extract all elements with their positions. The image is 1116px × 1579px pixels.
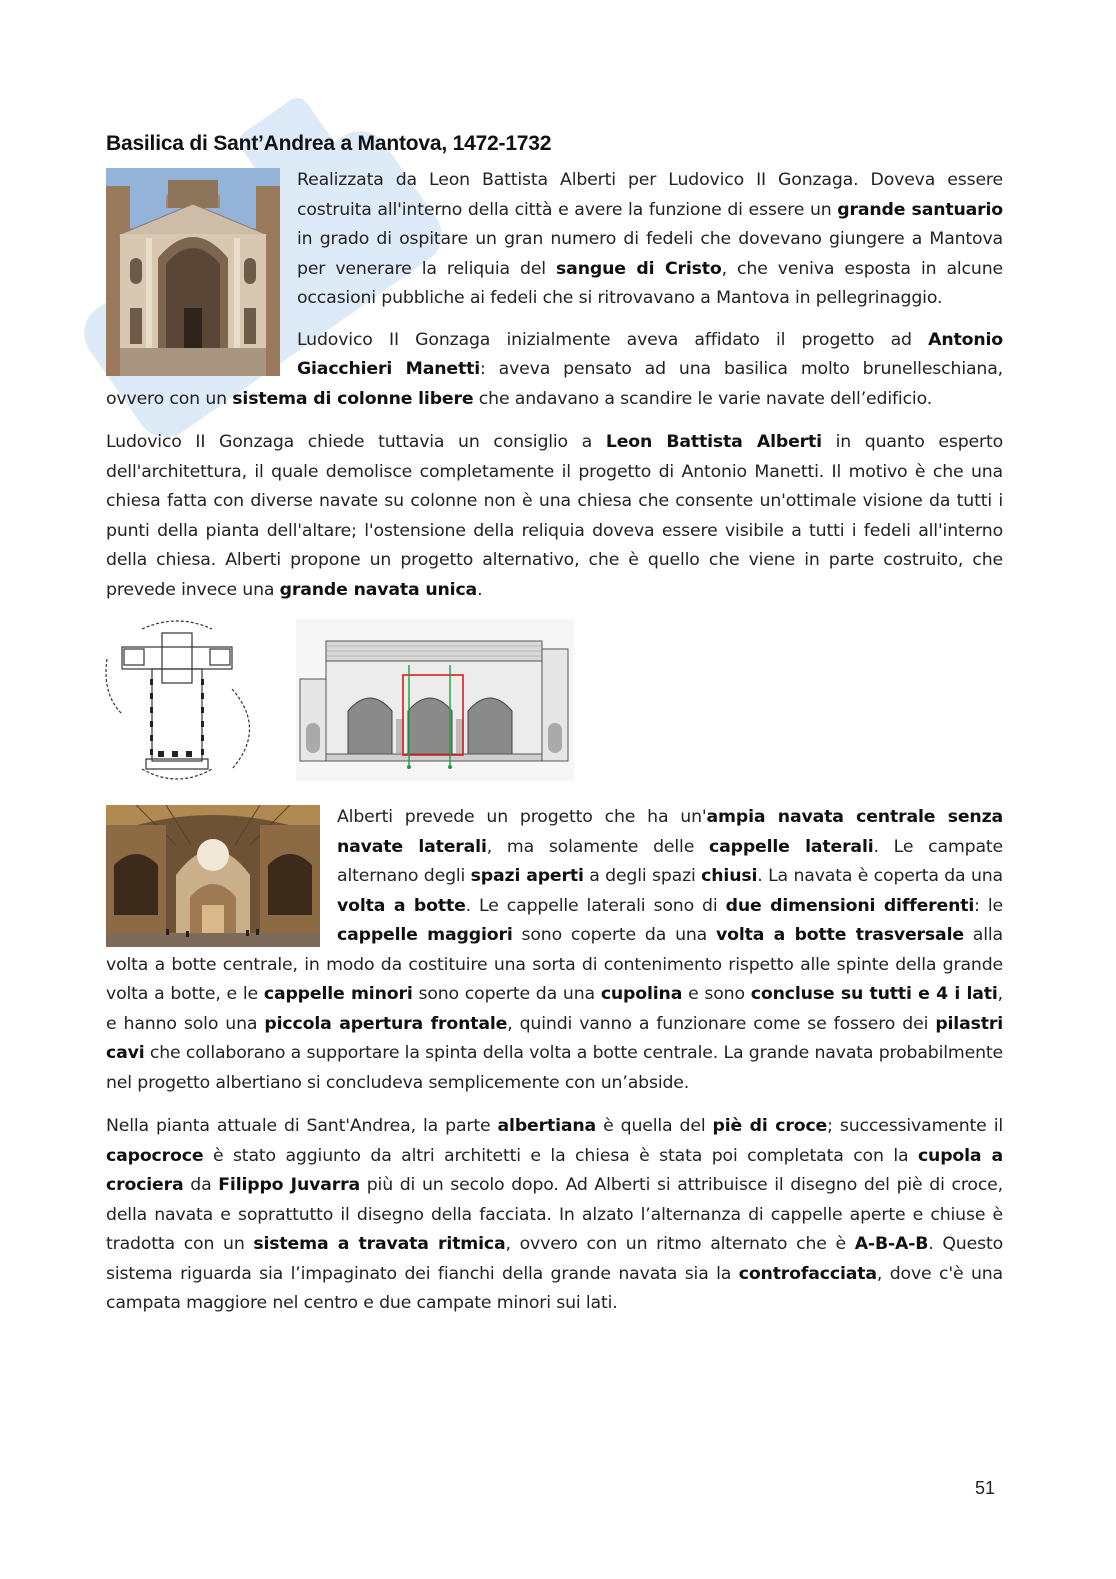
bold-term: sangue di Cristo — [556, 258, 722, 279]
bold-term: cappelle minori — [263, 984, 413, 1004]
bold-term: sistema di colonne libere — [232, 388, 474, 409]
bold-term: controfacciata — [738, 1263, 877, 1284]
bold-term: sistema a travata ritmica — [253, 1234, 506, 1254]
page-number: 51 — [975, 1478, 996, 1498]
section-drawing-icon — [296, 619, 574, 781]
interior-photo-icon — [106, 805, 320, 947]
document-page — [106, 132, 1003, 1333]
figure-row — [106, 619, 1003, 789]
bold-term: due dimensioni differenti — [725, 895, 975, 916]
bold-term: Filippo Juvarra — [218, 1175, 360, 1195]
bold-term: cupolina — [600, 984, 683, 1004]
bold-term: ampia navata centrale senza navate laterali — [337, 807, 1003, 857]
bold-term: A-B-A-B — [854, 1234, 929, 1254]
bold-term: Leon Battista Alberti — [605, 432, 822, 452]
bold-term: Antonio Giacchieri Manetti — [297, 329, 1003, 379]
bold-term: cappelle laterali — [709, 836, 874, 857]
paragraph-current-plan: Nella pianta attuale di Sant'Andrea, la parte albertiana è quella del piè di croce; successivamente il capocroce è stato aggiunto da altri architetti e la chiesa è stata poi completata con la cupola a crociera da Filippo Juvarra più di un secolo dopo. Ad Alberti si attribuisce il disegno del piè di croce, della navata e soprattutto il disegno della facciata. In alzato l’alternanza di cappelle aperte e chiuse è tradotta con un sistema a travata ritmica, ovvero con un ritmo alternato che è A-B-A-B. Questo sistema riguarda sia l’impaginato dei fianchi della grande navata sia la controfacciata, dove c'è una campata maggiore nel centro e due campate minori sui lati. — [106, 1116, 1003, 1313]
paragraph-alberti-consulted: Ludovico II Gonzaga chiede tuttavia un consiglio a Leon Battista Alberti in quanto esperto dell'architettura, il quale demolisce completamente il progetto di Antonio Manetti. Il motivo è che una chiesa fatta con diverse navate su colonne non è una chiesa che consente un'ottimale visione da tutti i punti della pianta dell'altare; l'ostensione della reliquia doveva essere visibile a tutti i fedeli all'interno della chiesa. Alberti propone un progetto alternativo, che è quello che viene in parte costruito, che prevede invece una grande navata unica. — [106, 432, 1004, 600]
paragraph-intro: Realizzata da Leon Battista Alberti per Ludovico II Gonzaga. Doveva essere costruita all'interno della città e avere la funzione di essere un grande santuario in grado di ospitare un gran numero di fedeli che dovevano giungere a Mantova per venerare la reliquia del sangue di Cristo, che veniva esposta in alcune occasioni pubbliche ai fedeli che si ritrovavano a Mantova in pellegrinaggio. — [297, 170, 1004, 308]
bold-term: grande santuario — [837, 199, 1004, 220]
bold-term: piè di croce — [712, 1116, 828, 1136]
bold-term: grande navata unica — [279, 579, 478, 600]
bold-term: albertiana — [497, 1116, 597, 1136]
bold-term: concluse su tutti e 4 i lati — [750, 984, 998, 1004]
bold-term: chiusi — [701, 866, 758, 886]
bold-term: volta a botte — [337, 895, 466, 916]
bold-term: spazi aperti — [470, 866, 584, 886]
facade-photo-icon — [106, 168, 280, 376]
bold-term: piccola apertura frontale — [264, 1013, 508, 1034]
bold-term: pilastri cavi — [106, 1013, 1003, 1063]
section-heading: Basilica di Sant’Andrea a Mantova, 1472-1732 — [106, 132, 552, 155]
paragraph-manetti: Ludovico II Gonzaga inizialmente aveva affidato il progetto ad Antonio Giacchieri Manetti: aveva pensato ad una basilica molto brunelleschiana, ovvero con un sistema di colonne libere che andavano a scandire le varie navate dell’edificio. — [106, 329, 1003, 409]
bold-term: volta a botte trasversale — [716, 925, 964, 945]
floor-plan-icon — [102, 619, 252, 781]
bold-term: capocroce — [106, 1145, 204, 1166]
bold-term: cupola a crociera — [106, 1145, 1003, 1195]
bold-term: cappelle maggiori — [337, 925, 513, 945]
paragraph-alberti-project: Alberti prevede un progetto che ha un'ampia navata centrale senza navate laterali, ma solamente delle cappelle laterali. Le campate alternano degli spazi aperti a degli spazi chiusi. La navata è coperta da una volta a botte. Le cappelle laterali sono di due dimensioni differenti: le cappelle maggiori sono coperte da una volta a botte trasversale alla volta a botte centrale, in modo da costituire una sorta di contenimento rispetto alle spinte della grande volta a botte, e le cappelle minori sono coperte da una cupolina e sono concluse su tutti e 4 i lati, e hanno solo una piccola apertura frontale, quindi vanno a funzionare come se fossero dei pilastri cavi che collaborano a supportare la spinta della volta a botte centrale. La grande navata probabilmente nel progetto albertiano si concludeva semplicemente con un’abside. — [106, 807, 1004, 1093]
